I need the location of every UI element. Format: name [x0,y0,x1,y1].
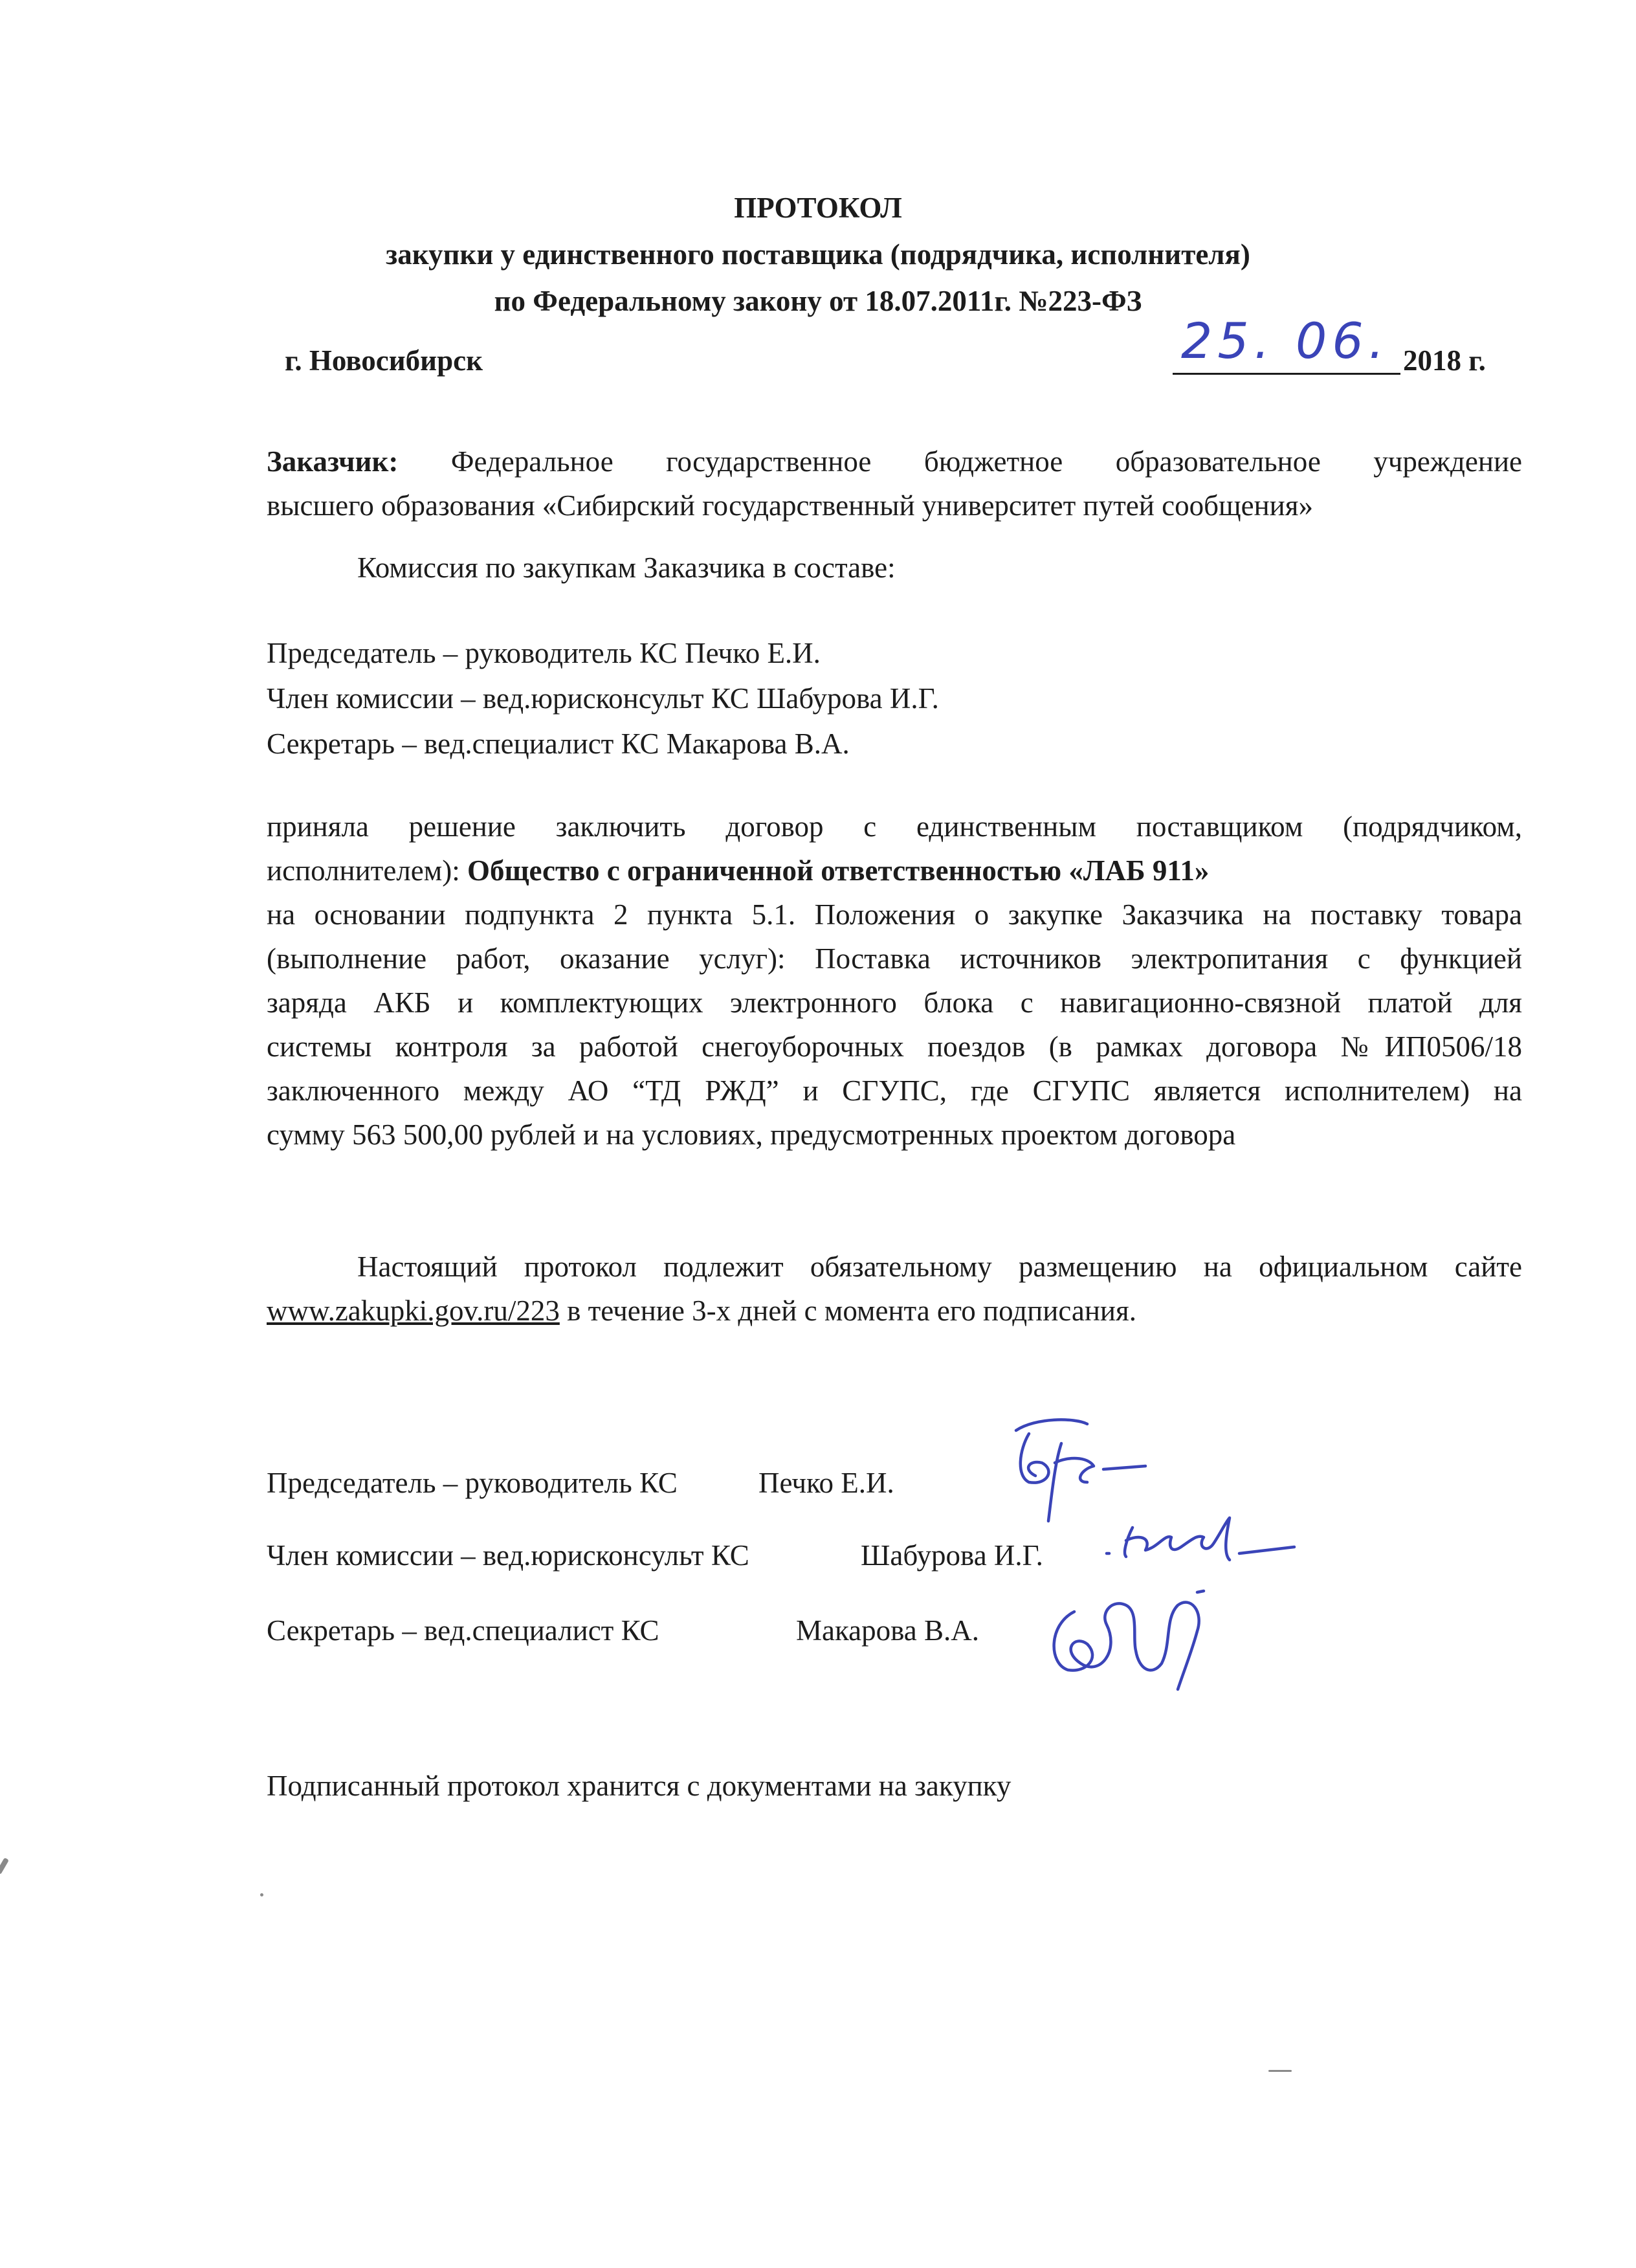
customer-line-1 [267,443,1522,480]
customer-line-2: высшего образования «Сибирский государственный университет путей сообщения» [267,489,1313,522]
scan-streak [1268,2070,1292,2072]
decision-line-2 [267,852,1209,889]
footer-note: Подписанный протокол хранится с документами на закупку [267,1770,1011,1802]
signature-name-secretary: Макарова В.А. [796,1614,980,1647]
signature-name-chair: Печко Е.И. [758,1467,894,1499]
signature-jurist-handwritten [1100,1508,1307,1573]
decision-line-7: заключенного между АО “ТД РЖД” и СГУПС, где СГУПС является исполнителем) на [267,1074,1522,1107]
scan-speck [260,1893,263,1896]
commission-intro: Комиссия по закупкам Заказчика в составе: [357,551,896,584]
document-law-reference: по Федеральному закону от 18.07.2011г. №223-ФЗ [494,285,1142,317]
signature-role-secretary: Секретарь – вед.специалист КС [267,1614,659,1647]
zakupki-link[interactable]: www.zakupki.gov.ru/223 [267,1295,560,1327]
publication-suffix: в течение 3-х дней с момента его подписания. [559,1295,1136,1327]
publication-line-1: Настоящий протокол подлежит обязательному размещению на официальном сайте [357,1251,1522,1283]
customer-label: Заказчик: [267,445,399,478]
date-underline [1173,373,1400,375]
city-label: г. Новосибирск [285,344,483,377]
decision-line-5: заряда АКБ и комплектующих электронного блока с навигационно-связной платой для [267,986,1522,1019]
commission-member-secretary: Секретарь – вед.специалист КС Макарова В.А. [267,728,850,760]
supplier-name: Общество с ограниченной ответственностью «ЛАБ 911» [467,854,1210,887]
decision-line-8: сумму 563 500,00 рублей и на условиях, предусмотренных проектом договора [267,1118,1236,1151]
decision-prefix: исполнителем): [267,854,460,887]
signature-role-jurist: Член комиссии – вед.юрисконсульт КС [267,1539,749,1572]
publication-line-2 [267,1292,1136,1329]
signature-name-jurist: Шабурова И.Г. [861,1539,1043,1572]
handwritten-date: 25. 06. [1181,312,1389,370]
document-title: ПРОТОКОЛ [734,192,902,224]
commission-member-jurist: Член комиссии – вед.юрисконсульт КС Шабурова И.Г. [267,682,939,715]
commission-member-chair: Председатель – руководитель КС Печко Е.И. [267,637,821,669]
decision-line-3: на основании подпункта 2 пункта 5.1. Положения о закупке Заказчика на поставку товара [267,898,1522,931]
date-year: 2018 г. [1403,344,1486,377]
decision-line-1: приняла решение заключить договор с единственным поставщиком (подрядчиком, [267,810,1522,843]
signature-secretary-handwritten [1022,1573,1236,1696]
decision-line-4: (выполнение работ, оказание услуг): Поставка источников электропитания с функцией [267,942,1522,975]
signature-role-chair: Председатель – руководитель КС [267,1467,678,1499]
decision-line-6: системы контроля за работой снегоуборочных поездов (в рамках договора №ИП0506/18 [267,1030,1522,1063]
scan-edge-mark [0,1858,9,1875]
customer-text: Федеральное государственное бюджетное образовательное учреждение [450,445,1522,478]
document-subtitle: закупки у единственного поставщика (подрядчика, исполнителя) [386,238,1250,271]
